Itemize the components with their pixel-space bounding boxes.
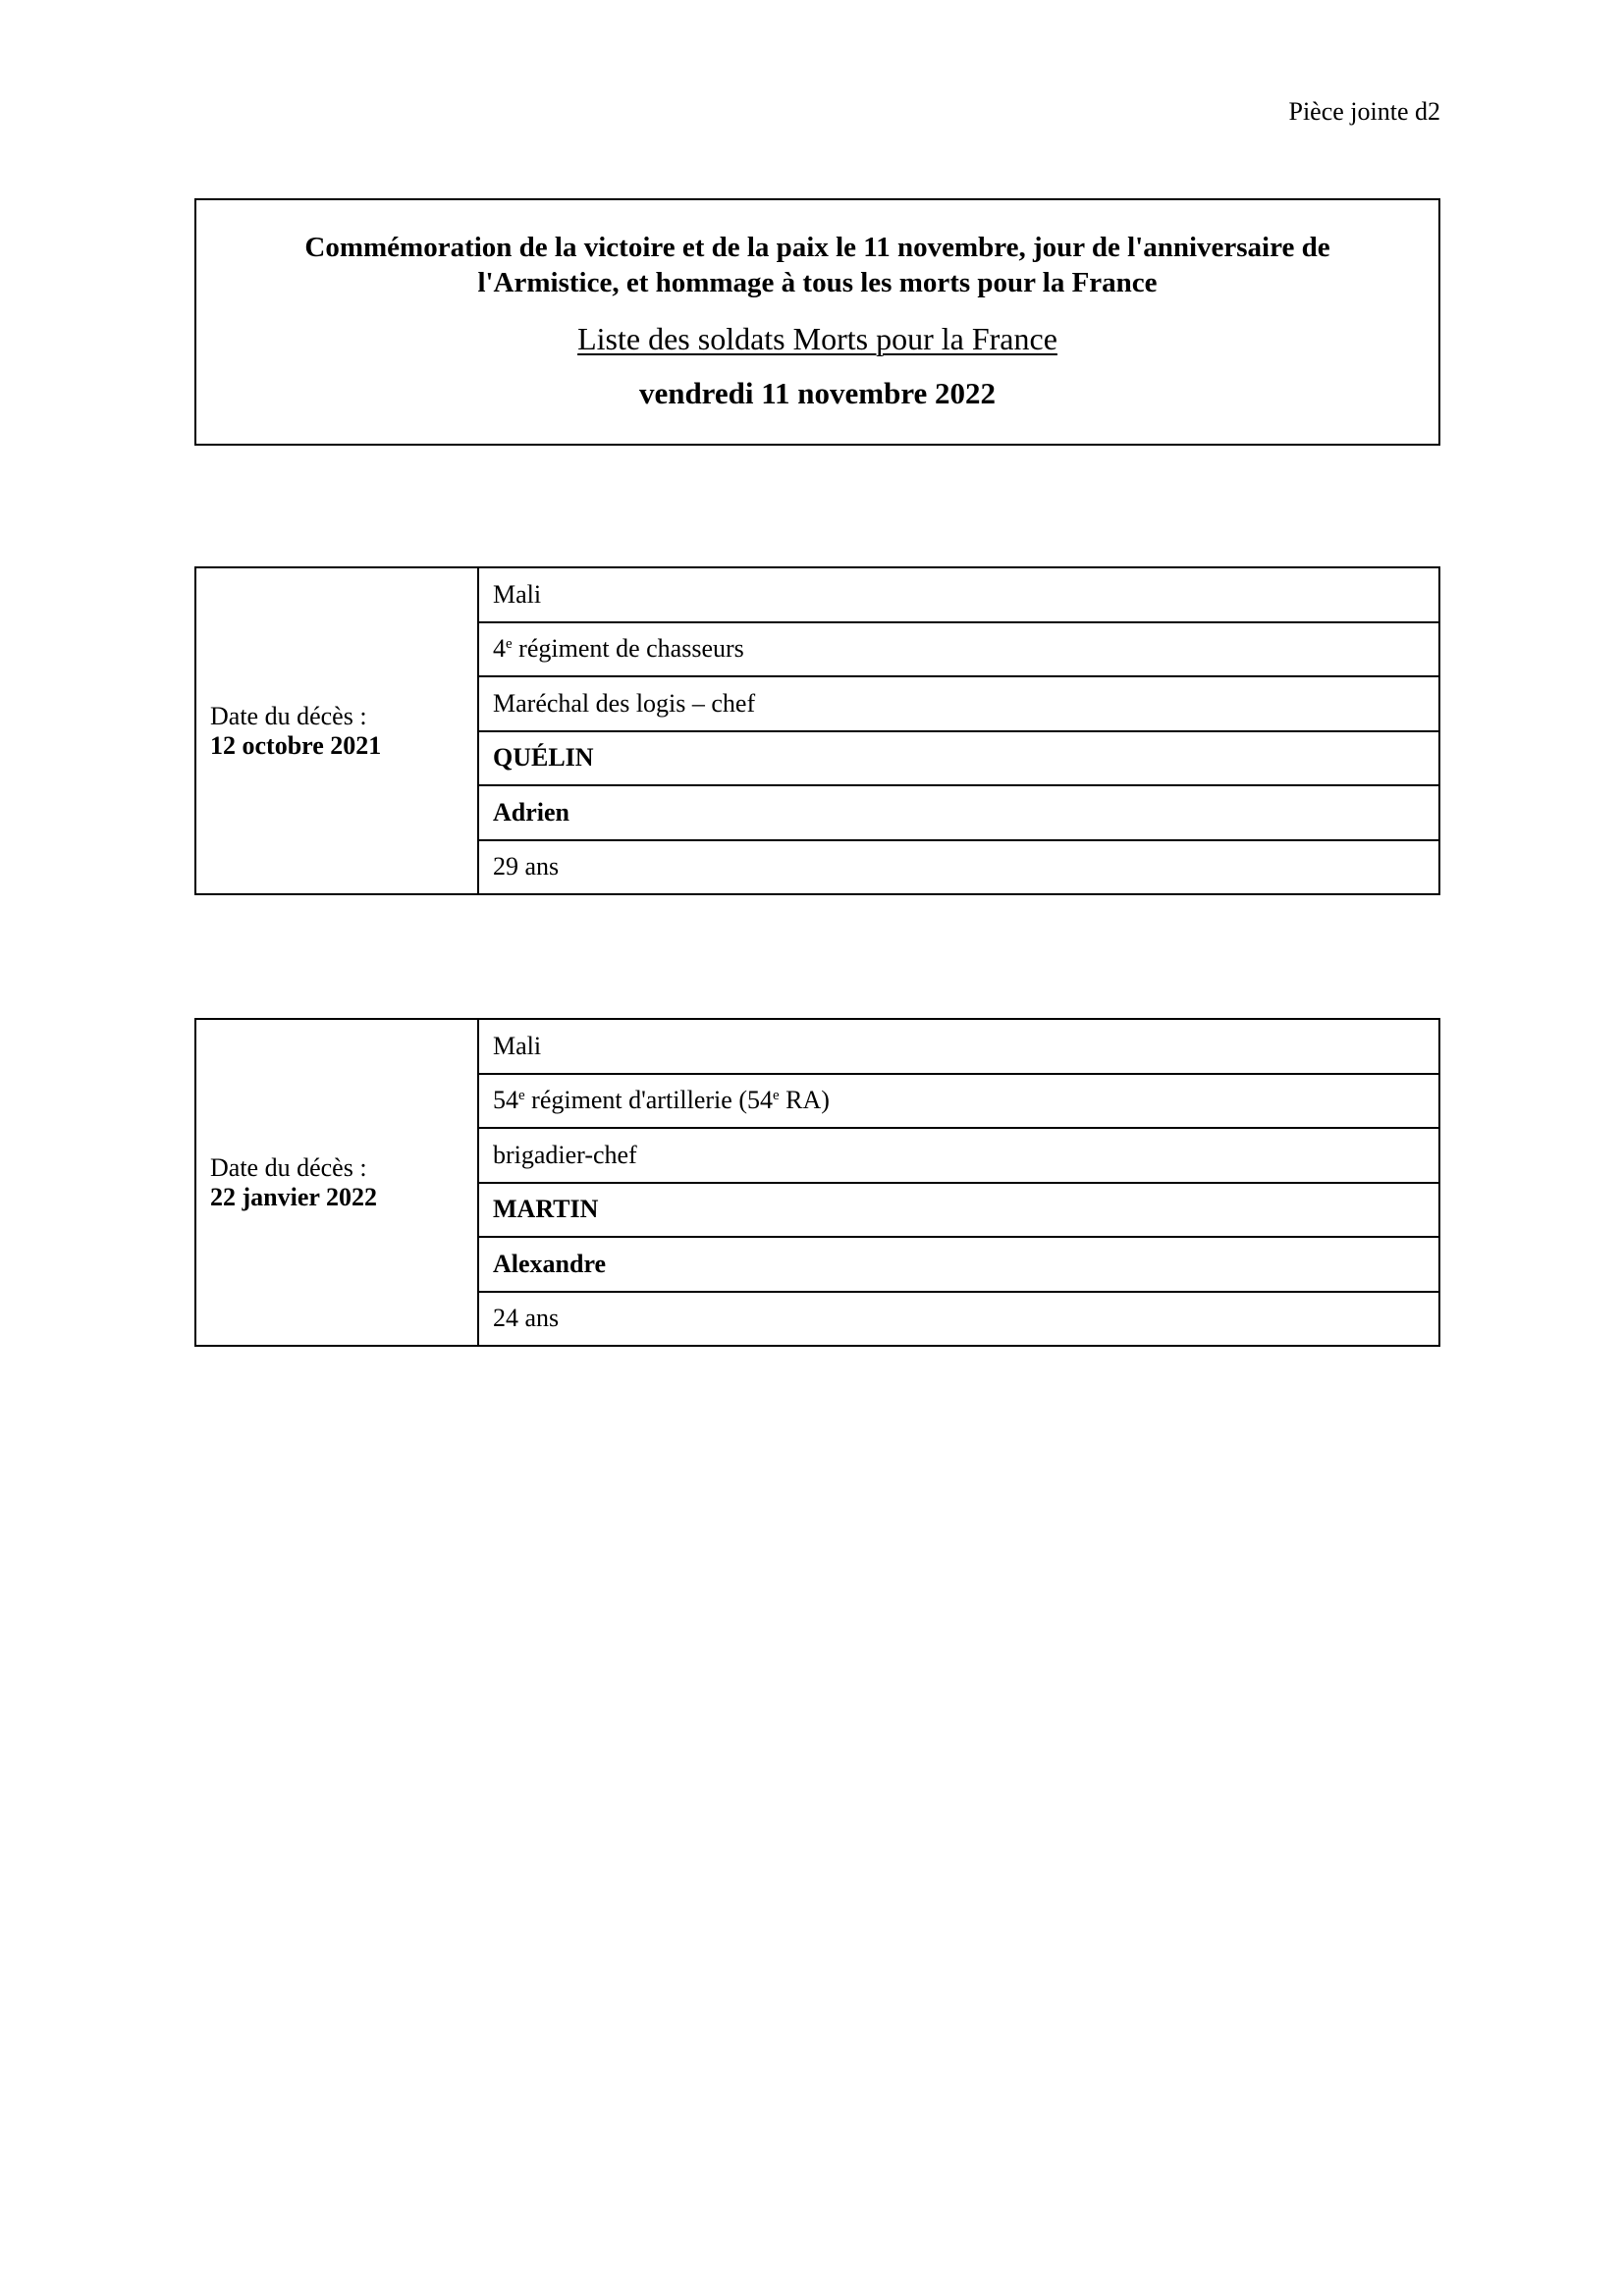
ceremony-date: vendredi 11 novembre 2022 [638,376,997,410]
list-subtitle: Liste des soldats Morts pour la France [577,321,1057,356]
death-date-cell [195,567,478,894]
soldier-table-1 [194,566,1440,895]
unit-cell [478,622,1439,677]
title-box [194,198,1440,446]
table-row [195,1019,1439,1074]
death-date-label: Date du décès : [210,701,367,730]
first-name-cell: Adrien [478,785,1439,840]
theater-cell: Mali [478,567,1439,622]
age-cell: 24 ans [478,1292,1439,1347]
unit-suffix: e [506,636,513,653]
soldier-table-2 [194,1018,1440,1347]
age-cell: 29 ans [478,840,1439,895]
unit-abbr-text: RA) [779,1086,830,1115]
first-name-cell: Alexandre [478,1237,1439,1292]
unit-text: régiment de chasseurs [512,634,744,664]
death-date-cell [195,1019,478,1346]
unit-number: 4 [493,634,506,664]
death-date-value: 22 janvier 2022 [210,1182,377,1211]
rank-cell: Maréchal des logis – chef [478,676,1439,731]
last-name-cell: QUÉLIN [478,731,1439,786]
rank-cell: brigadier-chef [478,1128,1439,1183]
unit-text: régiment d'artillerie (54 [524,1086,773,1115]
last-name-cell: MARTIN [478,1183,1439,1238]
death-date-value: 12 octobre 2021 [210,730,382,760]
table-row [195,567,1439,622]
ceremony-title: Commémoration de la victoire et de la paix le 11 novembre, jour de l'anniversaire de l'Armistice, et hommage à tous les morts pour la France [304,232,1330,298]
unit-number: 54 [493,1086,518,1115]
theater-cell: Mali [478,1019,1439,1074]
attachment-label: Pièce jointe d2 [1288,97,1440,126]
unit-abbr-suffix: e [772,1088,780,1104]
unit-cell [478,1074,1439,1129]
death-date-label: Date du décès : [210,1152,367,1182]
unit-suffix: e [518,1088,525,1104]
